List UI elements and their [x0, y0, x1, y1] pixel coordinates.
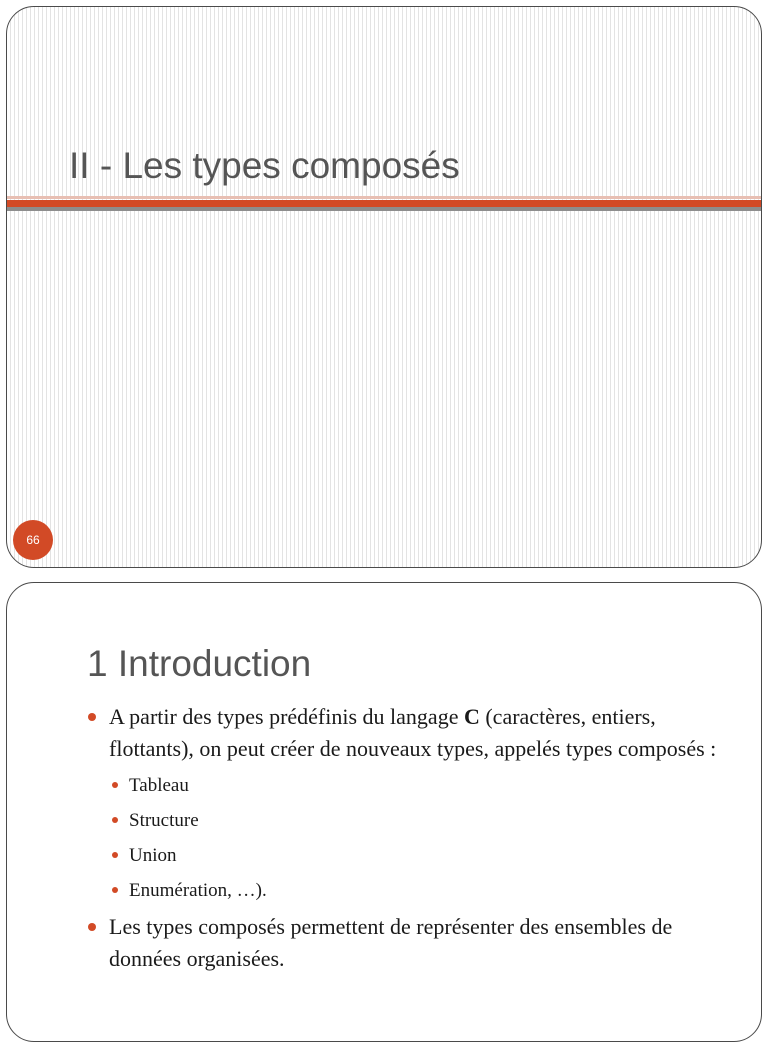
- bullet-text: A partir des types prédéfinis du langage: [109, 704, 464, 729]
- bullet-dot-icon: [88, 923, 96, 931]
- slide-66: [6, 6, 762, 568]
- title-rule: [7, 196, 761, 212]
- sub-bullet-dot-icon: [112, 782, 118, 788]
- sub-bullet-text: Tableau: [129, 775, 189, 796]
- bullet-list: [87, 701, 737, 975]
- sub-bullet-dot-icon: [112, 887, 118, 893]
- slide-introduction: [6, 582, 762, 1042]
- sub-bullet-text: Enumération, …).: [129, 880, 267, 901]
- sub-bullet-item: [87, 803, 737, 838]
- bullet-item: [87, 701, 737, 765]
- title-rule-light-band: [7, 196, 761, 199]
- sub-bullet-dot-icon: [112, 817, 118, 823]
- sub-bullet-item: [87, 768, 737, 803]
- title-rule-red-band: [7, 200, 761, 207]
- bullet-bold-text: C: [463, 704, 480, 729]
- page-number-badge: 66: [13, 520, 53, 560]
- sub-bullet-list: [87, 768, 737, 908]
- sub-bullet-dot-icon: [112, 852, 118, 858]
- sub-bullet-item: [87, 873, 737, 908]
- section-title: II - Les types composés: [69, 145, 460, 186]
- bullet-text-cont: (caractères, entiers, flottants), on peut créer de nouveaux types, appelés types composés :: [109, 704, 717, 761]
- bullet-text: Les types composés permettent de représenter des ensembles de données organisées.: [109, 914, 673, 971]
- sub-bullet-item: [87, 838, 737, 873]
- slide-title: 1 Introduction: [87, 643, 312, 684]
- sub-bullet-text: Union: [129, 845, 177, 866]
- sub-bullet-text: Structure: [129, 810, 199, 831]
- bullet-dot-icon: [88, 713, 96, 721]
- title-rule-gray-band: [7, 207, 761, 211]
- bullet-item: [87, 911, 737, 975]
